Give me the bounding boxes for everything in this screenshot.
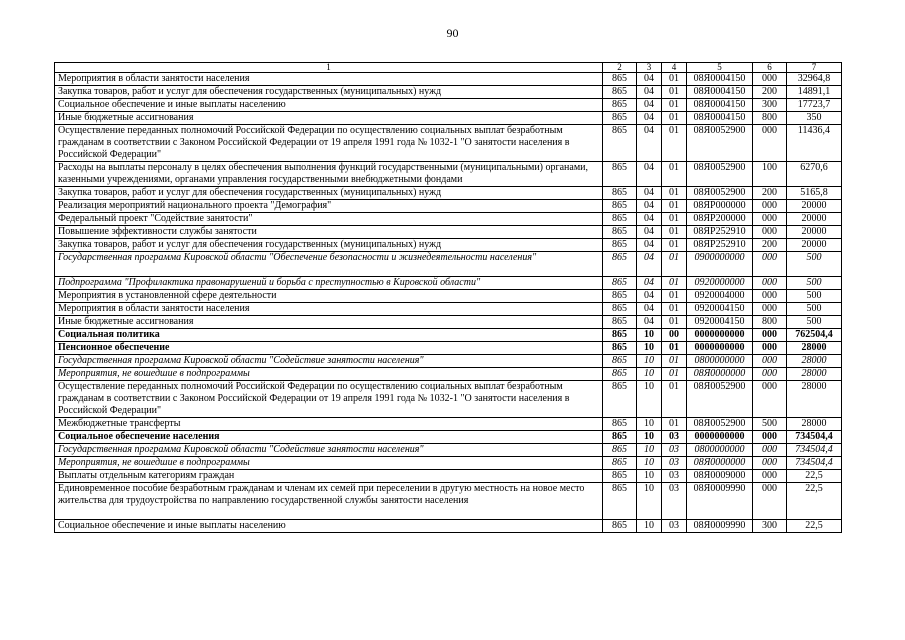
subsection-cell: 01 [662,316,687,329]
target-code-cell: 08Я0004150 [687,86,753,99]
table-row [55,457,842,470]
table-row [55,73,842,86]
amount-cell: 22,5 [787,520,842,533]
target-code-cell: 08Я0009990 [687,483,753,520]
header-cell: 3 [637,63,662,73]
item-name-cell: Иные бюджетные ассигнования [55,112,603,125]
expense-type-cell: 000 [753,355,787,368]
item-name-cell: Повышение эффективности службы занятости [55,226,603,239]
amount-cell: 500 [787,316,842,329]
amount-cell: 6270,6 [787,162,842,187]
section-cell: 04 [637,226,662,239]
expense-type-cell: 000 [753,483,787,520]
table-row [55,162,842,187]
target-code-cell: 08Я0052900 [687,162,753,187]
admin-code-cell: 865 [603,226,637,239]
item-name-cell: Государственная программа Кировской области "Обеспечение безопасности и жизнедеятельности населения" [55,252,603,277]
subsection-cell: 01 [662,342,687,355]
table-row [55,431,842,444]
table-row [55,303,842,316]
amount-cell: 28000 [787,381,842,418]
subsection-cell: 01 [662,73,687,86]
section-cell: 04 [637,213,662,226]
table-row [55,290,842,303]
section-cell: 04 [637,252,662,277]
table-row [55,112,842,125]
section-cell: 04 [637,290,662,303]
header-cell: 4 [662,63,687,73]
admin-code-cell: 865 [603,112,637,125]
subsection-cell: 01 [662,213,687,226]
target-code-cell: 08Я0004150 [687,99,753,112]
item-name-cell: Социальное обеспечение и иные выплаты населению [55,99,603,112]
expense-type-cell: 000 [753,277,787,290]
table-row [55,470,842,483]
amount-cell: 734504,4 [787,444,842,457]
item-name-cell: Межбюджетные трансферты [55,418,603,431]
admin-code-cell: 865 [603,252,637,277]
admin-code-cell: 865 [603,73,637,86]
target-code-cell: 08Я0000000 [687,368,753,381]
expense-type-cell: 300 [753,520,787,533]
table-row [55,125,842,162]
target-code-cell: 0000000000 [687,431,753,444]
item-name-cell: Мероприятия в установленной сфере деятельности [55,290,603,303]
target-code-cell: 08ЯР000000 [687,200,753,213]
target-code-cell: 08Я0004150 [687,73,753,86]
subsection-cell: 01 [662,303,687,316]
item-name-cell: Выплаты отдельным категориям граждан [55,470,603,483]
target-code-cell: 0000000000 [687,342,753,355]
subsection-cell: 01 [662,112,687,125]
section-cell: 04 [637,86,662,99]
amount-cell: 20000 [787,226,842,239]
admin-code-cell: 865 [603,213,637,226]
admin-code-cell: 865 [603,431,637,444]
target-code-cell: 0800000000 [687,444,753,457]
amount-cell: 28000 [787,418,842,431]
section-cell: 10 [637,483,662,520]
subsection-cell: 03 [662,483,687,520]
target-code-cell: 08Я0009000 [687,470,753,483]
table-row [55,316,842,329]
expense-type-cell: 800 [753,112,787,125]
target-code-cell: 08Я0052900 [687,125,753,162]
subsection-cell: 01 [662,239,687,252]
target-code-cell: 0920004000 [687,290,753,303]
item-name-cell: Расходы на выплаты персоналу в целях обеспечения выполнения функций государственными (муниципальными) органами, казенными учреждениями, органами управления государственными внебюджетными фондами [55,162,603,187]
admin-code-cell: 865 [603,86,637,99]
item-name-cell: Социальное обеспечение населения [55,431,603,444]
admin-code-cell: 865 [603,187,637,200]
amount-cell: 28000 [787,368,842,381]
subsection-cell: 01 [662,99,687,112]
subsection-cell: 01 [662,162,687,187]
subsection-cell: 01 [662,125,687,162]
amount-cell: 350 [787,112,842,125]
expense-type-cell: 200 [753,86,787,99]
admin-code-cell: 865 [603,239,637,252]
target-code-cell: 08Я0052900 [687,418,753,431]
admin-code-cell: 865 [603,329,637,342]
section-cell: 10 [637,457,662,470]
item-name-cell: Федеральный проект "Содействие занятости" [55,213,603,226]
amount-cell: 20000 [787,239,842,252]
table-row [55,187,842,200]
item-name-cell: Государственная программа Кировской области "Содействие занятости населения" [55,444,603,457]
expense-type-cell: 200 [753,239,787,252]
subsection-cell: 01 [662,277,687,290]
item-name-cell: Закупка товаров, работ и услуг для обеспечения государственных (муниципальных) нужд [55,187,603,200]
section-cell: 04 [637,99,662,112]
table-row [55,520,842,533]
section-cell: 04 [637,239,662,252]
target-code-cell: 08ЯР252910 [687,239,753,252]
admin-code-cell: 865 [603,125,637,162]
subsection-cell: 01 [662,355,687,368]
target-code-cell: 08Я0004150 [687,112,753,125]
item-name-cell: Социальная политика [55,329,603,342]
section-cell: 04 [637,277,662,290]
expense-type-cell: 000 [753,381,787,418]
item-name-cell: Закупка товаров, работ и услуг для обеспечения государственных (муниципальных) нужд [55,86,603,99]
table-row [55,226,842,239]
subsection-cell: 03 [662,470,687,483]
amount-cell: 22,5 [787,483,842,520]
expense-type-cell: 000 [753,200,787,213]
amount-cell: 28000 [787,342,842,355]
section-cell: 10 [637,381,662,418]
expense-type-cell: 000 [753,290,787,303]
amount-cell: 5165,8 [787,187,842,200]
subsection-cell: 03 [662,444,687,457]
subsection-cell: 01 [662,252,687,277]
table-row [55,381,842,418]
item-name-cell: Мероприятия в области занятости населения [55,73,603,86]
budget-table [54,62,842,533]
item-name-cell: Осуществление переданных полномочий Российской Федерации по осуществлению социальных выплат безработным гражданам в соответствии с Законом Российской Федерации от 19 апреля 1991 года № 1032-1 "О занятости населения в Российской Федерации" [55,381,603,418]
expense-type-cell: 000 [753,252,787,277]
amount-cell: 762504,4 [787,329,842,342]
target-code-cell: 08Я0052900 [687,187,753,200]
expense-type-cell: 000 [753,213,787,226]
expense-type-cell: 000 [753,470,787,483]
expense-type-cell: 000 [753,342,787,355]
target-code-cell: 08Я0000000 [687,457,753,470]
admin-code-cell: 865 [603,303,637,316]
table-row [55,444,842,457]
admin-code-cell: 865 [603,470,637,483]
amount-cell: 734504,4 [787,457,842,470]
section-cell: 04 [637,162,662,187]
target-code-cell: 0000000000 [687,329,753,342]
target-code-cell: 08Я0052900 [687,381,753,418]
amount-cell: 500 [787,252,842,277]
amount-cell: 14891,1 [787,86,842,99]
admin-code-cell: 865 [603,418,637,431]
item-name-cell: Подпрограмма "Профилактика правонарушений и борьба с преступностью в Кировской области" [55,277,603,290]
header-row [55,63,842,73]
table-row [55,99,842,112]
admin-code-cell: 865 [603,381,637,418]
expense-type-cell: 000 [753,431,787,444]
header-cell: 1 [55,63,603,73]
expense-type-cell: 200 [753,187,787,200]
item-name-cell: Единовременное пособие безработным гражданам и членам их семей при переселении в другую местность на новое место жительства для трудоустройства по направлению государственной службы занятости населения [55,483,603,520]
admin-code-cell: 865 [603,99,637,112]
page-number: 90 [446,26,459,40]
admin-code-cell: 865 [603,483,637,520]
expense-type-cell: 300 [753,99,787,112]
amount-cell: 11436,4 [787,125,842,162]
subsection-cell: 01 [662,226,687,239]
target-code-cell: 0920000000 [687,277,753,290]
expense-type-cell: 000 [753,444,787,457]
amount-cell: 32964,8 [787,73,842,86]
item-name-cell: Реализация мероприятий национального проекта "Демография" [55,200,603,213]
amount-cell: 22,5 [787,470,842,483]
subsection-cell: 01 [662,86,687,99]
section-cell: 04 [637,200,662,213]
section-cell: 10 [637,368,662,381]
header-cell: 5 [687,63,753,73]
table-row [55,342,842,355]
subsection-cell: 00 [662,329,687,342]
table-row [55,86,842,99]
expense-type-cell: 000 [753,73,787,86]
section-cell: 10 [637,342,662,355]
item-name-cell: Мероприятия в области занятости населения [55,303,603,316]
admin-code-cell: 865 [603,368,637,381]
expense-type-cell: 800 [753,316,787,329]
subsection-cell: 03 [662,457,687,470]
admin-code-cell: 865 [603,200,637,213]
expense-type-cell: 000 [753,329,787,342]
section-cell: 10 [637,520,662,533]
section-cell: 04 [637,316,662,329]
target-code-cell: 0920004150 [687,303,753,316]
amount-cell: 500 [787,277,842,290]
admin-code-cell: 865 [603,355,637,368]
section-cell: 04 [637,112,662,125]
header-cell: 6 [753,63,787,73]
subsection-cell: 01 [662,187,687,200]
table-row [55,483,842,520]
amount-cell: 17723,7 [787,99,842,112]
target-code-cell: 0800000000 [687,355,753,368]
subsection-cell: 01 [662,290,687,303]
table-row [55,355,842,368]
section-cell: 04 [637,303,662,316]
admin-code-cell: 865 [603,520,637,533]
subsection-cell: 01 [662,368,687,381]
section-cell: 10 [637,355,662,368]
item-name-cell: Мероприятия, не вошедшие в подпрограммы [55,368,603,381]
subsection-cell: 01 [662,381,687,418]
expense-type-cell: 000 [753,303,787,316]
item-name-cell: Государственная программа Кировской области "Содействие занятости населения" [55,355,603,368]
admin-code-cell: 865 [603,290,637,303]
item-name-cell: Пенсионное обеспечение [55,342,603,355]
table-row [55,252,842,277]
expense-type-cell: 100 [753,162,787,187]
item-name-cell: Закупка товаров, работ и услуг для обеспечения государственных (муниципальных) нужд [55,239,603,252]
expense-type-cell: 000 [753,457,787,470]
admin-code-cell: 865 [603,316,637,329]
table-row [55,418,842,431]
table-row [55,329,842,342]
amount-cell: 500 [787,303,842,316]
amount-cell: 20000 [787,213,842,226]
section-cell: 10 [637,470,662,483]
table-row [55,200,842,213]
table-row [55,213,842,226]
expense-type-cell: 000 [753,125,787,162]
item-name-cell: Социальное обеспечение и иные выплаты населению [55,520,603,533]
section-cell: 10 [637,431,662,444]
target-code-cell: 08Я0009990 [687,520,753,533]
amount-cell: 500 [787,290,842,303]
admin-code-cell: 865 [603,162,637,187]
amount-cell: 20000 [787,200,842,213]
amount-cell: 28000 [787,355,842,368]
section-cell: 04 [637,125,662,162]
item-name-cell: Иные бюджетные ассигнования [55,316,603,329]
subsection-cell: 01 [662,200,687,213]
section-cell: 04 [637,187,662,200]
subsection-cell: 01 [662,418,687,431]
expense-type-cell: 000 [753,226,787,239]
admin-code-cell: 865 [603,457,637,470]
table-row [55,277,842,290]
section-cell: 10 [637,444,662,457]
table-row [55,239,842,252]
admin-code-cell: 865 [603,277,637,290]
table-row [55,368,842,381]
section-cell: 04 [637,73,662,86]
header-cell: 7 [787,63,842,73]
target-code-cell: 0900000000 [687,252,753,277]
section-cell: 10 [637,418,662,431]
header-cell: 2 [603,63,637,73]
admin-code-cell: 865 [603,342,637,355]
target-code-cell: 08ЯР200000 [687,213,753,226]
item-name-cell: Мероприятия, не вошедшие в подпрограммы [55,457,603,470]
expense-type-cell: 000 [753,368,787,381]
admin-code-cell: 865 [603,444,637,457]
target-code-cell: 08ЯР252910 [687,226,753,239]
target-code-cell: 0920004150 [687,316,753,329]
subsection-cell: 03 [662,520,687,533]
subsection-cell: 03 [662,431,687,444]
amount-cell: 734504,4 [787,431,842,444]
section-cell: 10 [637,329,662,342]
expense-type-cell: 500 [753,418,787,431]
item-name-cell: Осуществление переданных полномочий Российской Федерации по осуществлению социальных выплат безработным гражданам в соответствии с Законом Российской Федерации от 19 апреля 1991 года № 1032-1 "О занятости населения в Российской Федерации" [55,125,603,162]
